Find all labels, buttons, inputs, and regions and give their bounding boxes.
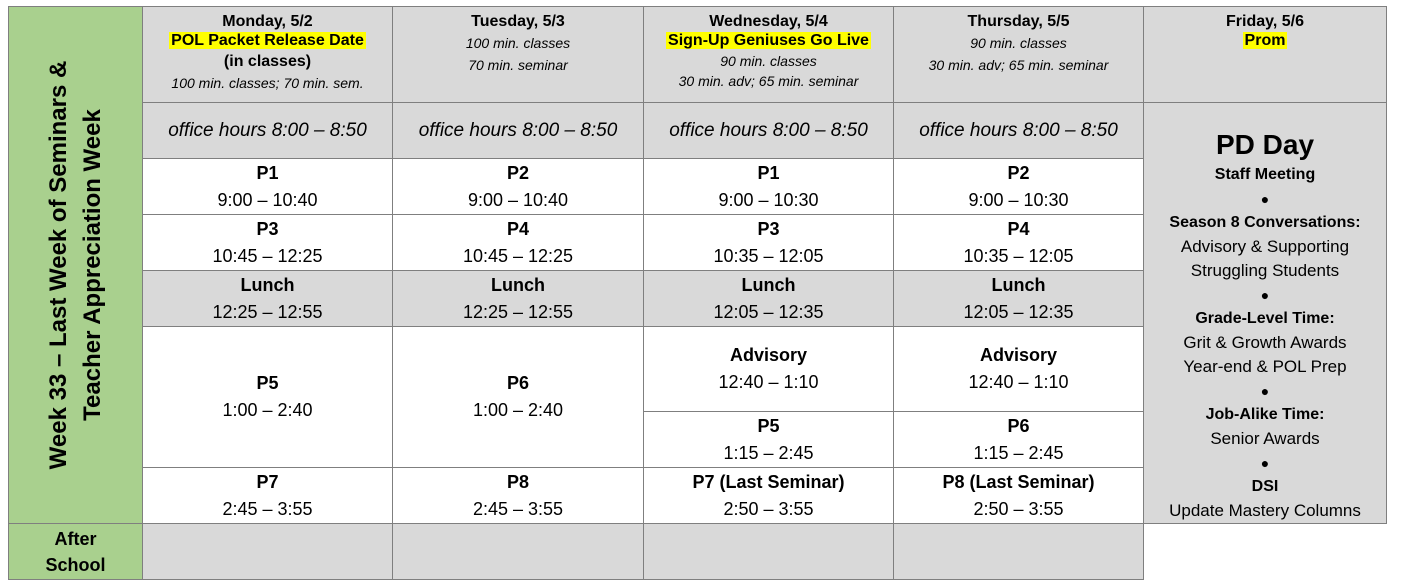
- period-time: 12:40 – 1:10: [968, 372, 1069, 392]
- period-name: P1: [256, 162, 279, 183]
- wednesday-office-hours: [644, 103, 894, 159]
- period-time: 10:35 – 12:05: [963, 245, 1074, 266]
- period-name: P7: [256, 471, 279, 492]
- period-time: 1:15 – 2:45: [973, 442, 1064, 463]
- wednesday-block-3: [644, 412, 894, 468]
- period-name: P5: [757, 415, 780, 436]
- pd-item-heading: Job-Alike Time:: [1205, 406, 1325, 423]
- wednesday-header: [644, 7, 894, 103]
- wednesday-block-2: [644, 215, 894, 271]
- thursday-block-2: [894, 215, 1144, 271]
- monday-header: [143, 7, 393, 103]
- after-school-label: [9, 524, 143, 580]
- thursday-block-3: [894, 412, 1144, 468]
- tuesday-lunch: [393, 271, 644, 327]
- weekly-schedule-table: [8, 6, 1387, 580]
- period-name: Advisory: [729, 345, 808, 365]
- wednesday-block-1: [644, 159, 894, 215]
- period-name: P3: [757, 218, 780, 239]
- highlight-event: POL Packet Release Date: [171, 32, 364, 49]
- tuesday-block-4: [393, 468, 644, 524]
- header-note: 30 min. adv; 65 min. seminar: [928, 57, 1109, 73]
- pd-item-line: Year-end & POL Prep: [1183, 357, 1347, 376]
- tuesday-block-1: [393, 159, 644, 215]
- period-name: P1: [757, 162, 780, 183]
- bullet-icon: ●: [1260, 287, 1270, 303]
- period-time: 12:40 – 1:10: [718, 372, 819, 392]
- pd-item-line: Senior Awards: [1210, 429, 1320, 448]
- period-name: Lunch: [240, 274, 295, 295]
- period-name: P5: [256, 373, 279, 393]
- period-name: Lunch: [991, 274, 1046, 295]
- wednesday-block-4: [644, 468, 894, 524]
- period-time: 2:45 – 3:55: [222, 498, 313, 519]
- period-time: 1:00 – 2:40: [472, 400, 564, 420]
- monday-block-1: [143, 159, 393, 215]
- week-label: [42, 61, 110, 470]
- friday-pd-day-cell: [1144, 103, 1387, 524]
- period-name: P8: [506, 471, 530, 492]
- pd-item-line: Struggling Students: [1190, 261, 1340, 280]
- period-time: 2:50 – 3:55: [973, 498, 1064, 519]
- period-time: 10:35 – 12:05: [713, 245, 824, 266]
- thursday-advisory: [894, 327, 1144, 412]
- office-hours-text: office hours 8:00 – 8:50: [919, 119, 1118, 141]
- period-name: P7 (Last Seminar): [692, 471, 845, 492]
- period-time: 1:15 – 2:45: [723, 442, 814, 463]
- period-name: Advisory: [979, 345, 1058, 365]
- day-heading: Thursday, 5/5: [967, 13, 1070, 30]
- period-time: 12:05 – 12:35: [713, 301, 824, 322]
- period-time: 9:00 – 10:40: [467, 189, 569, 210]
- after-school-line-1: After: [54, 528, 97, 549]
- wednesday-lunch: [644, 271, 894, 327]
- wednesday-after-school: [644, 524, 894, 580]
- highlight-event: Sign-Up Geniuses Go Live: [668, 32, 869, 49]
- monday-lunch: [143, 271, 393, 327]
- wednesday-advisory: [644, 327, 894, 412]
- week-label-line-1: Week 33 – Last Week of Seminars &: [44, 60, 72, 470]
- header-note: 30 min. adv; 65 min. seminar: [678, 73, 859, 89]
- day-heading: Monday, 5/2: [222, 13, 313, 30]
- header-note: (in classes): [223, 53, 312, 70]
- header-note: 70 min. seminar: [468, 57, 568, 73]
- period-time: 9:00 – 10:30: [968, 189, 1069, 210]
- thursday-block-1: [894, 159, 1144, 215]
- day-heading: Wednesday, 5/4: [709, 13, 828, 30]
- monday-block-2: [143, 215, 393, 271]
- bullet-icon: ●: [1260, 455, 1270, 471]
- thursday-lunch: [894, 271, 1144, 327]
- period-name: P6: [506, 373, 530, 393]
- period-name: Lunch: [491, 274, 545, 295]
- period-time: 10:45 – 12:25: [212, 245, 323, 266]
- period-time: 2:45 – 3:55: [472, 498, 564, 519]
- header-note: 100 min. classes: [465, 35, 571, 51]
- pd-item-line: Advisory & Supporting: [1180, 237, 1350, 256]
- header-note: 100 min. classes; 70 min. sem.: [171, 75, 364, 91]
- pd-item-heading: DSI: [1251, 478, 1279, 495]
- week-label-cell: [9, 7, 143, 524]
- pd-item-heading: Staff Meeting: [1214, 166, 1316, 183]
- period-time: 9:00 – 10:30: [718, 189, 819, 210]
- header-note: 90 min. classes: [720, 53, 817, 69]
- after-school-line-2: School: [45, 554, 106, 575]
- pd-day-title: PD Day: [1215, 129, 1315, 160]
- period-time: 12:25 – 12:55: [212, 301, 323, 322]
- period-name: P2: [1007, 162, 1030, 183]
- period-name: P8 (Last Seminar): [942, 471, 1095, 492]
- pd-item-heading: Season 8 Conversations:: [1169, 214, 1361, 231]
- period-name: P6: [1007, 415, 1030, 436]
- tuesday-header: [393, 7, 644, 103]
- thursday-header: [894, 7, 1144, 103]
- week-label-line-2: Teacher Appreciation Week: [78, 109, 106, 421]
- period-time: 10:45 – 12:25: [462, 245, 574, 266]
- tuesday-office-hours: [393, 103, 644, 159]
- period-name: Lunch: [741, 274, 796, 295]
- period-name: P3: [256, 218, 279, 239]
- period-name: P4: [1007, 218, 1030, 239]
- period-time: 12:05 – 12:35: [963, 301, 1074, 322]
- monday-block-4: [143, 468, 393, 524]
- thursday-block-4: [894, 468, 1144, 524]
- office-hours-text: office hours 8:00 – 8:50: [418, 119, 618, 141]
- thursday-office-hours: [894, 103, 1144, 159]
- day-heading: Friday, 5/6: [1226, 13, 1304, 30]
- period-time: 9:00 – 10:40: [217, 189, 318, 210]
- thursday-after-school: [894, 524, 1144, 580]
- pd-item-line: Update Mastery Columns: [1169, 501, 1361, 520]
- office-hours-text: office hours 8:00 – 8:50: [669, 119, 868, 141]
- header-note: 90 min. classes: [970, 35, 1067, 51]
- tuesday-block-3: [393, 327, 644, 468]
- bullet-icon: ●: [1260, 191, 1270, 207]
- period-time: 2:50 – 3:55: [723, 498, 814, 519]
- tuesday-after-school: [393, 524, 644, 580]
- day-heading: Tuesday, 5/3: [471, 13, 565, 30]
- office-hours-text: office hours 8:00 – 8:50: [168, 119, 367, 141]
- friday-header: [1144, 7, 1387, 103]
- bullet-icon: ●: [1260, 383, 1270, 399]
- monday-block-3: [143, 327, 393, 468]
- highlight-event: Prom: [1244, 32, 1286, 49]
- monday-after-school: [143, 524, 393, 580]
- tuesday-block-2: [393, 215, 644, 271]
- period-name: P4: [506, 218, 530, 239]
- pd-item-heading: Grade-Level Time:: [1195, 310, 1335, 327]
- monday-office-hours: [143, 103, 393, 159]
- period-time: 1:00 – 2:40: [222, 400, 313, 420]
- period-name: P2: [506, 162, 530, 183]
- pd-item-line: Grit & Growth Awards: [1183, 333, 1347, 352]
- period-time: 12:25 – 12:55: [462, 301, 574, 322]
